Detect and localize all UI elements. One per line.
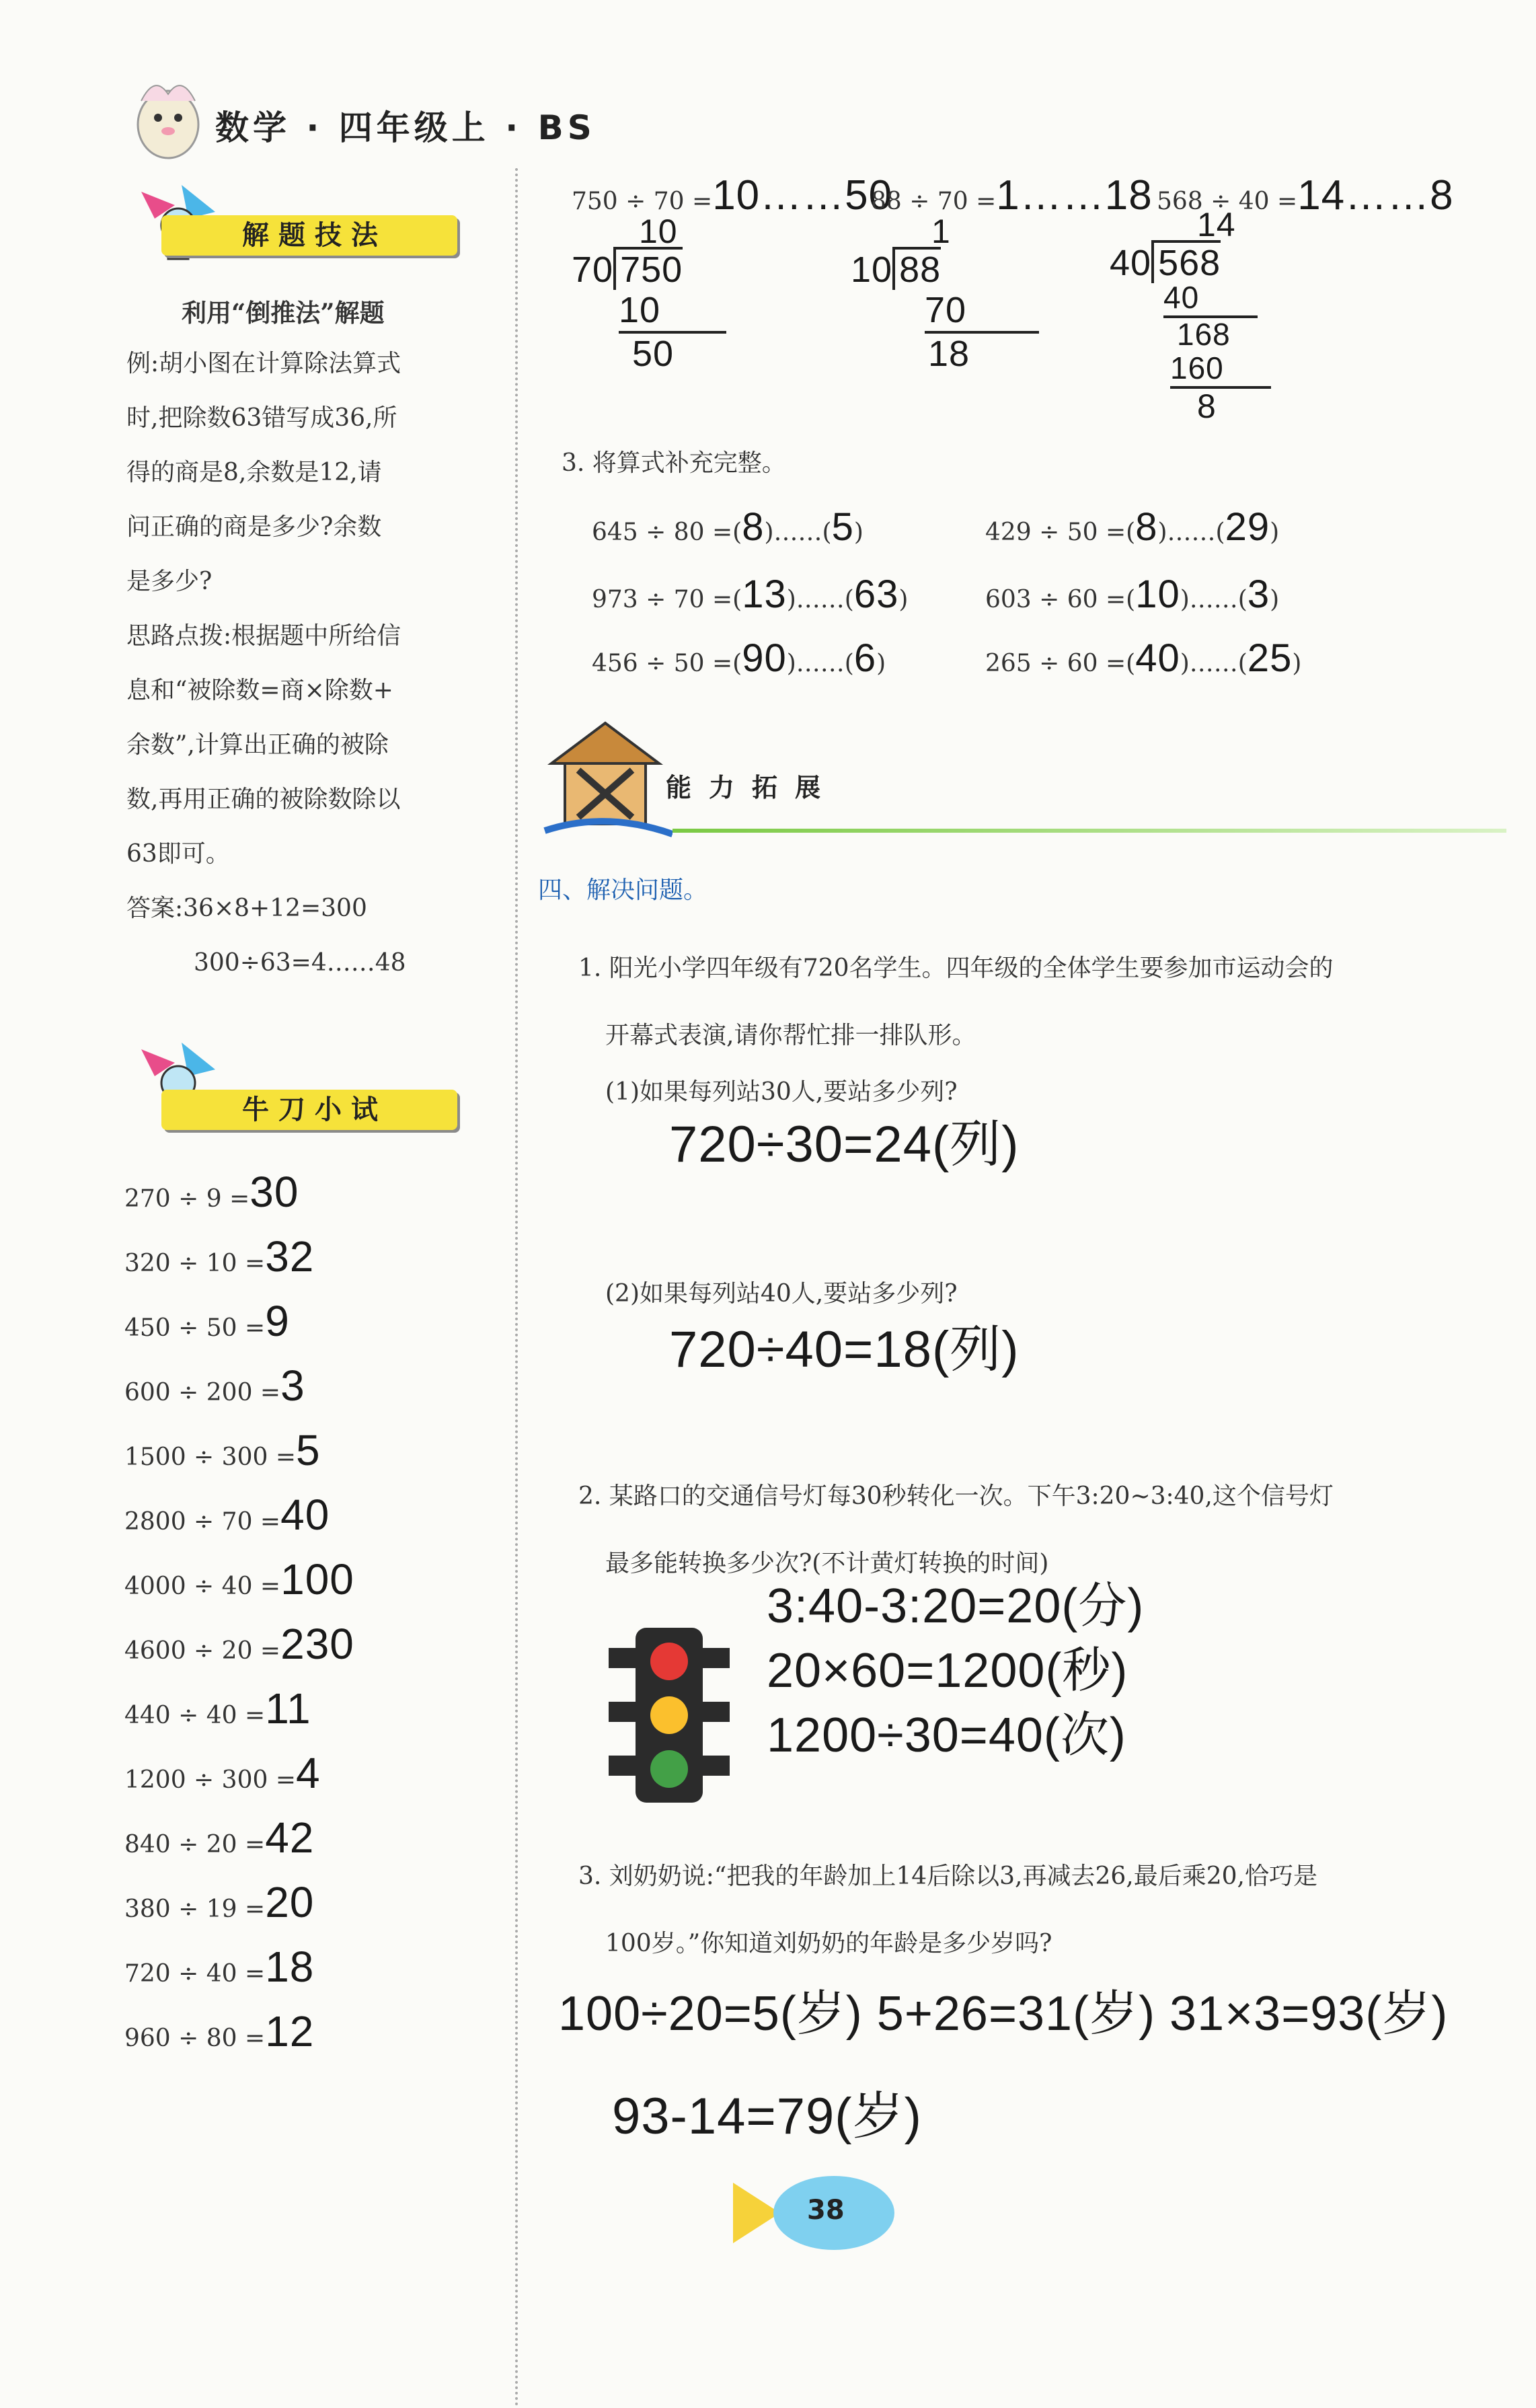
- example-line: 时,把除数63错写成36,所: [126, 404, 397, 432]
- practice-item: 840 ÷ 20 =42: [124, 1813, 315, 1862]
- hint-line: 余数”,计算出正确的被除: [126, 731, 389, 759]
- practice-badge: 牛刀小试: [161, 1090, 457, 1130]
- division-1: 750 ÷ 70 =10……50 10 70 750 10 50: [572, 172, 893, 374]
- practice-item: 2800 ÷ 70 =40: [124, 1491, 330, 1539]
- problem-1-answer-1: 720÷30=24(列): [669, 1116, 1020, 1173]
- page-number-badge: [726, 2169, 894, 2257]
- hint-line: 数,再用正确的被除数除以: [126, 786, 401, 813]
- example-line: 例:胡小图在计算除法算式: [126, 350, 401, 377]
- practice-item: 720 ÷ 40 =18: [124, 1943, 315, 1991]
- practice-item: 380 ÷ 19 =20: [124, 1878, 315, 1926]
- practice-item: 320 ÷ 10 =32: [124, 1232, 315, 1281]
- traffic-light-icon: [609, 1628, 730, 1803]
- practice-item: 600 ÷ 200 =3: [124, 1361, 305, 1410]
- practice-item: 1500 ÷ 300 =5: [124, 1426, 321, 1474]
- practice-item: 4000 ÷ 40 =100: [124, 1555, 354, 1604]
- problem-1-sub-2: (2)如果每列站40人,要站多少列?: [605, 1280, 958, 1308]
- answer-line-2: 300÷63=4……48: [194, 949, 406, 977]
- answer-line: 答案:36×8+12=300: [126, 895, 367, 922]
- q3-item: 456 ÷ 50 =(90)……(6): [592, 636, 886, 680]
- page-number: 38: [807, 2195, 845, 2226]
- practice-item: 4600 ÷ 20 =230: [124, 1620, 354, 1668]
- q3-item: 429 ÷ 50 =(8)……(29): [985, 505, 1280, 549]
- problem-3-answer-1: 100÷20=5(岁) 5+26=31(岁) 31×3=93(岁): [558, 1987, 1449, 2041]
- tip-badge: 解题技法: [161, 215, 457, 256]
- problem-1-text: 1. 阳光小学四年级有720名学生。四年级的全体学生要参加市运动会的 开幕式表演,请你帮忙排一排队形。: [578, 954, 1334, 1049]
- problem-2-text: 2. 某路口的交通信号灯每30秒转化一次。下午3:20~3:40,这个信号灯 最多能转换多少次?(不计黄灯转换的时间): [578, 1482, 1334, 1577]
- problem-1-answer-2: 720÷40=18(列): [669, 1321, 1020, 1378]
- ability-label: 能力拓展: [666, 773, 839, 802]
- q3-title: 3. 将算式补充完整。: [562, 449, 786, 477]
- practice-item: 960 ÷ 80 =12: [124, 2007, 315, 2056]
- page-header-title: 数学 · 四年级上 · BS: [215, 108, 596, 147]
- hint-line: 息和“被除数=商×除数+: [126, 677, 393, 704]
- hint-line: 63即可。: [126, 840, 230, 868]
- q3-item: 645 ÷ 80 =(8)……(5): [592, 505, 863, 549]
- section-rule: [673, 829, 1506, 833]
- column-divider: [515, 168, 518, 2408]
- practice-item: 440 ÷ 40 =11: [124, 1684, 311, 1733]
- problem-2-answer: 3:40-3:20=20(分) 20×60=1200(秒) 1200÷30=40(次): [767, 1579, 1145, 1762]
- problem-3-text: 3. 刘奶奶说:“把我的年龄加上14后除以3,再减去26,最后乘20,恰巧是 100岁。”你知道刘奶奶的年龄是多少岁吗?: [578, 1863, 1317, 1957]
- mascot-icon: [128, 74, 208, 161]
- division-2: 88 ÷ 70 =1……18 1 10 88 70 18: [851, 172, 1153, 374]
- example-block: [126, 336, 476, 990]
- example-line: 是多少?: [126, 568, 213, 595]
- division-3: 568 ÷ 40 =14……8 14 40 568 40 168 160 8: [1110, 172, 1454, 425]
- practice-item: 450 ÷ 50 =9: [124, 1297, 290, 1345]
- q3-item: 265 ÷ 60 =(40)……(25): [985, 636, 1302, 680]
- practice-list: [124, 1167, 501, 2071]
- hint-line: 思路点拨:根据题中所给信: [126, 622, 401, 650]
- example-line: 得的商是8,余数是12,请: [126, 459, 382, 486]
- example-line: 问正确的商是多少?余数: [126, 513, 382, 541]
- q3-item: 973 ÷ 70 =(13)……(63): [592, 572, 909, 616]
- house-icon: [538, 716, 673, 837]
- practice-item: 270 ÷ 9 =30: [124, 1168, 299, 1216]
- section-4-title: 四、解决问题。: [538, 876, 708, 904]
- tip-title: 利用“倒推法”解题: [182, 298, 385, 328]
- practice-item: 1200 ÷ 300 =4: [124, 1749, 321, 1797]
- q3-item: 603 ÷ 60 =(10)……(3): [985, 572, 1280, 616]
- problem-1-sub-1: (1)如果每列站30人,要站多少列?: [605, 1078, 958, 1106]
- problem-3-answer-2: 93-14=79(岁): [612, 2088, 922, 2145]
